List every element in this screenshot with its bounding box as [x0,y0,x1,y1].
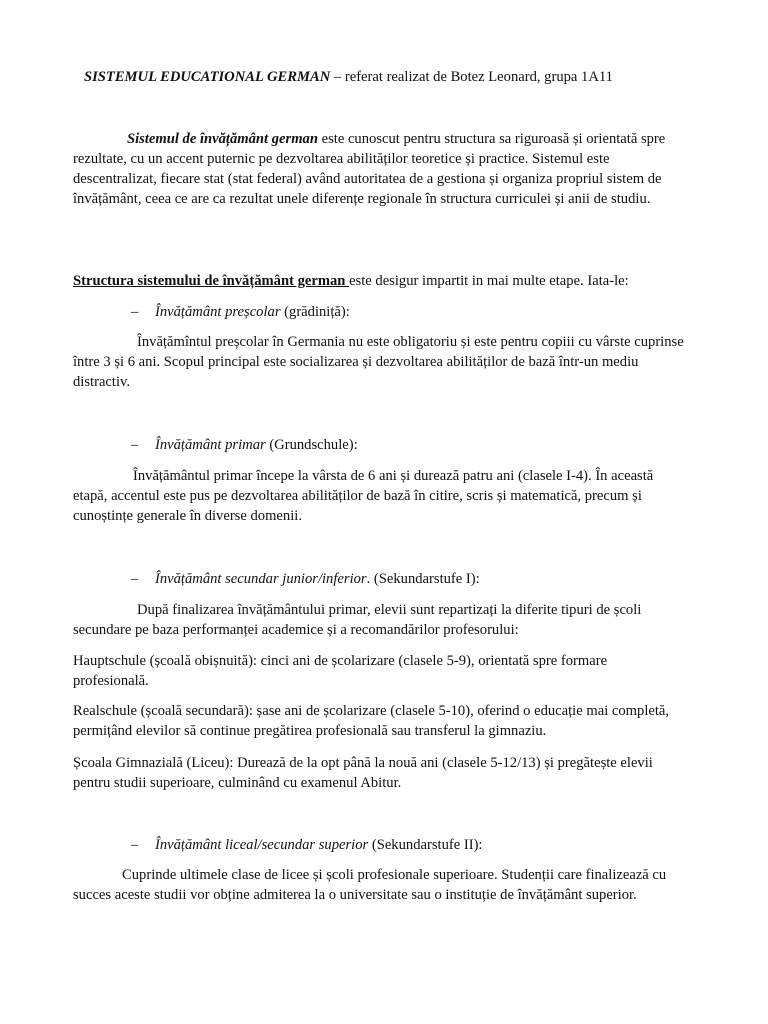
dash-bullet: – [131,837,139,853]
primar-text: Învățământul primar începe la vârsta de 6 ani și durează patru ani (clasele I-4). În această etapă, accentul este pus pe dezvoltarea abilităților de bază în citire, scris și matematică, precum și cunoștințe generale în diverse domenii. [73,468,654,524]
secundar-inferior-paragraph [73,600,685,640]
secundar-inferior-text: După finalizarea învățământului primar, elevii sunt repartizați la diferite tipuri de școli secundare pe baza performanței academice și a recomandărilor profesorului: [73,602,642,638]
heading-primar [131,435,358,455]
structure-lead: Structura sistemului de învățământ german [73,273,350,289]
heading-text: Învățământ primar [155,437,266,453]
gimnaziala-paragraph: Școala Gimnazială (Liceu): Durează de la opt până la nouă ani (clasele 5-12/13) și pregătește elevii pentru studii superioare, culminând cu examenul Abitur. [73,755,653,791]
dash-bullet: – [131,304,139,320]
heading-suffix: (grădiniță): [280,304,350,320]
heading-liceal [131,835,482,855]
heading-suffix: . (Sekundarstufe I): [366,571,480,587]
title-main: SISTEMUL EDUCATIONAL GERMAN [84,69,331,85]
intro-paragraph [73,129,685,209]
heading-suffix: (Sekundarstufe II): [368,837,483,853]
intro-lead: Sistemul de învățământ german [127,131,318,147]
heading-text: Învățământ liceal/secundar superior [155,837,369,853]
heading-prescolar [131,302,350,322]
document-title [84,67,724,87]
title-author: – referat realizat de Botez Leonard, grupa 1A11 [330,69,613,85]
heading-text: Învățământ preșcolar [155,304,281,320]
dash-bullet: – [131,571,139,587]
prescolar-text: Învățămîntul preșcolar în Germania nu este obligatoriu și este pentru copiii cu vârste cuprinse între 3 și 6 ani. Scopul principal este socializarea și dezvoltarea abilităților de bază într-un mediu distractiv. [73,334,684,390]
heading-suffix: (Grundschule): [265,437,358,453]
dash-bullet: – [131,437,139,453]
liceal-paragraph [73,865,685,905]
prescolar-paragraph [73,332,685,392]
heading-text: Învățământ secundar junior/inferior [155,571,367,587]
structure-paragraph [73,271,685,291]
structure-text: este desigur impartit in mai multe etape. Iata-le: [349,273,629,289]
intro-text: este cunoscut pentru structura sa riguroasă și orientată spre rezultate, cu un accent puternic pe dezvoltarea abilităților teoretice și practice. Sistemul este descentralizat, fiecare stat (stat federal) având autoritatea de a gestiona și organiza propriul sistem de învățământ, ceea ce are ca rezultat unele diferențe regionale în structura curriculei și anii de studiu. [73,131,666,207]
primar-paragraph [73,466,685,526]
realschule-paragraph: Realschule (școală secundară): șase ani de școlarizare (clasele 5-10), oferind o educație mai completă, permițând elevilor să continue pregătirea profesională sau transferul la gimnaziu. [73,703,670,739]
liceal-text: Cuprinde ultimele clase de licee și școli profesionale superioare. Studenții care finalizează cu succes aceste studii vor obține admiterea la o universitate sau o instituție de învățământ superior. [73,867,667,903]
hauptschule-paragraph: Hauptschule (școală obișnuită): cinci ani de școlarizare (clasele 5-9), orientată spre formare profesională. [73,653,608,689]
heading-secundar-inferior [131,569,480,589]
